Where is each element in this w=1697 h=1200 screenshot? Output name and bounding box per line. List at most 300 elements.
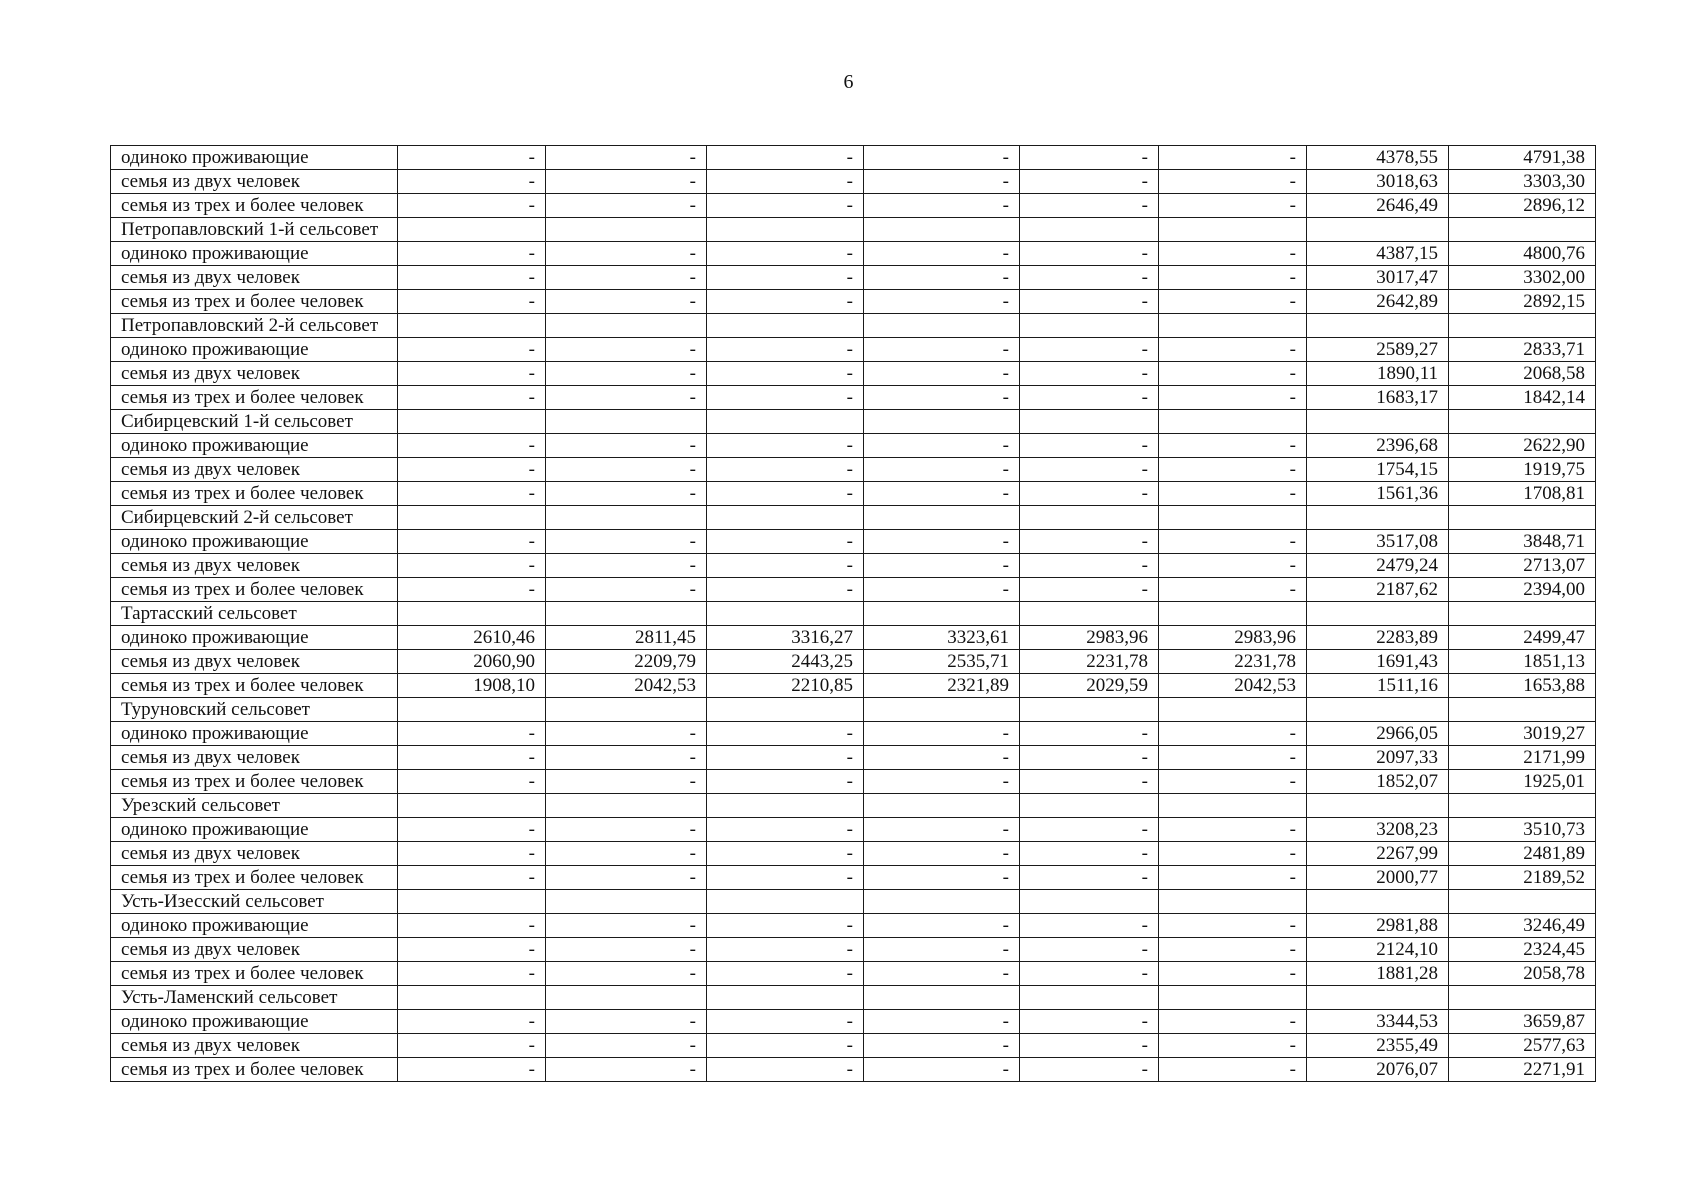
value-cell: 2642,89	[1307, 290, 1449, 314]
value-cell: -	[1159, 818, 1307, 842]
value-cell: -	[1020, 1010, 1159, 1034]
value-cell: 2097,33	[1307, 746, 1449, 770]
value-cell: -	[1020, 386, 1159, 410]
section-title: Петропавловский 2-й сельсовет	[111, 314, 398, 338]
table-row	[111, 386, 1596, 410]
value-cell: 1708,81	[1449, 482, 1596, 506]
value-cell: 2833,71	[1449, 338, 1596, 362]
empty-cell	[707, 698, 864, 722]
value-cell: 2394,00	[1449, 578, 1596, 602]
value-cell: 2646,49	[1307, 194, 1449, 218]
value-cell: 1919,75	[1449, 458, 1596, 482]
value-cell: 2713,07	[1449, 554, 1596, 578]
value-cell: -	[546, 194, 707, 218]
empty-cell	[707, 410, 864, 434]
table-row	[111, 554, 1596, 578]
value-cell: -	[707, 818, 864, 842]
value-cell: -	[1020, 434, 1159, 458]
section-header-row	[111, 698, 1596, 722]
empty-cell	[546, 410, 707, 434]
value-cell: -	[1159, 722, 1307, 746]
value-cell: -	[707, 938, 864, 962]
value-cell: -	[864, 242, 1020, 266]
value-cell: 3246,49	[1449, 914, 1596, 938]
value-cell: 2896,12	[1449, 194, 1596, 218]
empty-cell	[707, 218, 864, 242]
value-cell: -	[546, 482, 707, 506]
empty-cell	[1020, 506, 1159, 530]
table-row	[111, 266, 1596, 290]
value-cell: 1890,11	[1307, 362, 1449, 386]
value-cell: -	[1159, 338, 1307, 362]
value-cell: -	[398, 938, 546, 962]
value-cell: 1691,43	[1307, 650, 1449, 674]
value-cell: -	[398, 242, 546, 266]
value-cell: -	[1159, 458, 1307, 482]
value-cell: -	[546, 962, 707, 986]
value-cell: 2042,53	[1159, 674, 1307, 698]
row-label: семья из двух человек	[111, 1034, 398, 1058]
value-cell: 2499,47	[1449, 626, 1596, 650]
value-cell: 2966,05	[1307, 722, 1449, 746]
value-cell: -	[864, 434, 1020, 458]
value-cell: -	[864, 554, 1020, 578]
empty-cell	[864, 410, 1020, 434]
empty-cell	[398, 410, 546, 434]
value-cell: -	[1159, 770, 1307, 794]
value-cell: -	[864, 578, 1020, 602]
value-cell: 2068,58	[1449, 362, 1596, 386]
value-cell: -	[398, 746, 546, 770]
empty-cell	[1159, 794, 1307, 818]
value-cell: -	[1020, 1034, 1159, 1058]
value-cell: 1925,01	[1449, 770, 1596, 794]
row-label: семья из трех и более человек	[111, 578, 398, 602]
value-cell: -	[1020, 338, 1159, 362]
empty-cell	[1159, 890, 1307, 914]
value-cell: -	[398, 818, 546, 842]
row-label: одиноко проживающие	[111, 914, 398, 938]
value-cell: -	[707, 290, 864, 314]
page-number: 6	[843, 71, 854, 93]
table-row	[111, 626, 1596, 650]
value-cell: 4387,15	[1307, 242, 1449, 266]
section-header-row	[111, 602, 1596, 626]
empty-cell	[1020, 218, 1159, 242]
value-cell: -	[707, 770, 864, 794]
value-cell: 1852,07	[1307, 770, 1449, 794]
row-label: одиноко проживающие	[111, 146, 398, 170]
value-cell: -	[546, 1010, 707, 1034]
table-row	[111, 842, 1596, 866]
value-cell: -	[398, 578, 546, 602]
row-label: семья из трех и более человек	[111, 962, 398, 986]
table-row	[111, 146, 1596, 170]
value-cell: 1561,36	[1307, 482, 1449, 506]
empty-cell	[1307, 218, 1449, 242]
value-cell: 2355,49	[1307, 1034, 1449, 1058]
empty-cell	[398, 218, 546, 242]
value-cell: -	[1020, 770, 1159, 794]
value-cell: 2058,78	[1449, 962, 1596, 986]
value-cell: 2189,52	[1449, 866, 1596, 890]
value-cell: 3659,87	[1449, 1010, 1596, 1034]
value-cell: -	[864, 842, 1020, 866]
empty-cell	[398, 794, 546, 818]
value-cell: -	[546, 1034, 707, 1058]
value-cell: -	[707, 914, 864, 938]
value-cell: -	[398, 1034, 546, 1058]
section-title: Сибирцевский 2-й сельсовет	[111, 506, 398, 530]
empty-cell	[864, 314, 1020, 338]
empty-cell	[546, 218, 707, 242]
value-cell: -	[398, 962, 546, 986]
table-row	[111, 674, 1596, 698]
value-cell: 2481,89	[1449, 842, 1596, 866]
value-cell: -	[546, 578, 707, 602]
table-row	[111, 242, 1596, 266]
value-cell: -	[546, 434, 707, 458]
value-cell: 2811,45	[546, 626, 707, 650]
value-cell: -	[546, 914, 707, 938]
value-cell: -	[707, 1058, 864, 1082]
value-cell: 1754,15	[1307, 458, 1449, 482]
value-cell: 2892,15	[1449, 290, 1596, 314]
empty-cell	[398, 890, 546, 914]
empty-cell	[1020, 410, 1159, 434]
value-cell: -	[707, 338, 864, 362]
empty-cell	[1159, 410, 1307, 434]
value-cell: -	[864, 362, 1020, 386]
section-header-row	[111, 890, 1596, 914]
value-cell: -	[1159, 578, 1307, 602]
empty-cell	[864, 890, 1020, 914]
value-cell: 4378,55	[1307, 146, 1449, 170]
table-row	[111, 530, 1596, 554]
section-header-row	[111, 794, 1596, 818]
value-cell: -	[864, 1010, 1020, 1034]
empty-cell	[1449, 314, 1596, 338]
value-cell: -	[1020, 290, 1159, 314]
table-body	[111, 146, 1596, 1082]
empty-cell	[1449, 890, 1596, 914]
value-cell: -	[707, 842, 864, 866]
value-cell: 2983,96	[1159, 626, 1307, 650]
table-row	[111, 722, 1596, 746]
value-cell: -	[398, 458, 546, 482]
value-cell: -	[864, 146, 1020, 170]
row-label: одиноко проживающие	[111, 530, 398, 554]
value-cell: -	[1020, 746, 1159, 770]
empty-cell	[707, 602, 864, 626]
value-cell: -	[1159, 482, 1307, 506]
table-row	[111, 1058, 1596, 1082]
empty-cell	[1159, 602, 1307, 626]
value-cell: -	[398, 362, 546, 386]
value-cell: 2589,27	[1307, 338, 1449, 362]
value-cell: -	[1020, 170, 1159, 194]
empty-cell	[1307, 698, 1449, 722]
empty-cell	[398, 986, 546, 1010]
value-cell: -	[1020, 722, 1159, 746]
value-cell: 1653,88	[1449, 674, 1596, 698]
value-cell: -	[1020, 554, 1159, 578]
value-cell: 3302,00	[1449, 266, 1596, 290]
value-cell: -	[707, 866, 864, 890]
row-label: семья из трех и более человек	[111, 482, 398, 506]
value-cell: -	[398, 866, 546, 890]
value-cell: 1851,13	[1449, 650, 1596, 674]
value-cell: -	[707, 722, 864, 746]
value-cell: -	[707, 578, 864, 602]
value-cell: -	[398, 338, 546, 362]
empty-cell	[546, 602, 707, 626]
section-header-row	[111, 506, 1596, 530]
value-cell: 3208,23	[1307, 818, 1449, 842]
table-row	[111, 458, 1596, 482]
empty-cell	[1307, 314, 1449, 338]
empty-cell	[1159, 314, 1307, 338]
row-label: одиноко проживающие	[111, 338, 398, 362]
empty-cell	[546, 506, 707, 530]
value-cell: -	[707, 1010, 864, 1034]
empty-cell	[1159, 986, 1307, 1010]
value-cell: -	[546, 842, 707, 866]
value-cell: 2443,25	[707, 650, 864, 674]
value-cell: -	[546, 338, 707, 362]
table-row	[111, 650, 1596, 674]
row-label: семья из двух человек	[111, 170, 398, 194]
empty-cell	[1449, 698, 1596, 722]
empty-cell	[398, 314, 546, 338]
value-cell: -	[707, 170, 864, 194]
value-cell: -	[1159, 746, 1307, 770]
section-header-row	[111, 986, 1596, 1010]
value-cell: -	[1159, 362, 1307, 386]
value-cell: -	[1020, 962, 1159, 986]
value-cell: 2187,62	[1307, 578, 1449, 602]
value-cell: -	[546, 1058, 707, 1082]
value-cell: -	[864, 866, 1020, 890]
section-title: Тартасский сельсовет	[111, 602, 398, 626]
empty-cell	[864, 986, 1020, 1010]
value-cell: 3510,73	[1449, 818, 1596, 842]
value-cell: 2324,45	[1449, 938, 1596, 962]
value-cell: -	[707, 362, 864, 386]
value-cell: -	[546, 266, 707, 290]
value-cell: 1511,16	[1307, 674, 1449, 698]
value-cell: -	[1020, 578, 1159, 602]
value-cell: -	[546, 554, 707, 578]
empty-cell	[1159, 218, 1307, 242]
value-cell: -	[546, 746, 707, 770]
value-cell: 2610,46	[398, 626, 546, 650]
value-cell: -	[707, 746, 864, 770]
value-cell: -	[398, 146, 546, 170]
table-row	[111, 962, 1596, 986]
section-title: Усть-Ламенский сельсовет	[111, 986, 398, 1010]
value-cell: -	[1159, 434, 1307, 458]
value-cell: -	[398, 266, 546, 290]
value-cell: -	[1159, 1034, 1307, 1058]
empty-cell	[546, 698, 707, 722]
value-cell: -	[1159, 938, 1307, 962]
value-cell: -	[864, 290, 1020, 314]
section-title: Петропавловский 1-й сельсовет	[111, 218, 398, 242]
value-cell: -	[1159, 386, 1307, 410]
value-cell: 1683,17	[1307, 386, 1449, 410]
row-label: семья из трех и более человек	[111, 1058, 398, 1082]
empty-cell	[1449, 794, 1596, 818]
value-cell: -	[864, 170, 1020, 194]
section-title: Усть-Изесский сельсовет	[111, 890, 398, 914]
value-cell: -	[546, 938, 707, 962]
value-cell: -	[1159, 194, 1307, 218]
row-label: семья из двух человек	[111, 746, 398, 770]
empty-cell	[1159, 698, 1307, 722]
row-label: одиноко проживающие	[111, 1010, 398, 1034]
value-cell: 3323,61	[864, 626, 1020, 650]
empty-cell	[1020, 698, 1159, 722]
value-cell: -	[1020, 530, 1159, 554]
value-cell: -	[546, 362, 707, 386]
empty-cell	[1449, 506, 1596, 530]
value-cell: -	[864, 770, 1020, 794]
value-cell: -	[398, 194, 546, 218]
value-cell: -	[398, 770, 546, 794]
empty-cell	[1020, 314, 1159, 338]
empty-cell	[1307, 410, 1449, 434]
value-cell: -	[1020, 1058, 1159, 1082]
table-row	[111, 746, 1596, 770]
value-cell: -	[546, 866, 707, 890]
table-row	[111, 338, 1596, 362]
value-cell: -	[707, 482, 864, 506]
empty-cell	[1307, 986, 1449, 1010]
value-cell: -	[1020, 266, 1159, 290]
value-cell: 2171,99	[1449, 746, 1596, 770]
tariff-table	[110, 145, 1596, 1082]
empty-cell	[1307, 602, 1449, 626]
value-cell: 4800,76	[1449, 242, 1596, 266]
row-label: одиноко проживающие	[111, 626, 398, 650]
row-label: семья из двух человек	[111, 266, 398, 290]
value-cell: -	[1020, 194, 1159, 218]
value-cell: -	[864, 266, 1020, 290]
empty-cell	[1449, 218, 1596, 242]
section-header-row	[111, 410, 1596, 434]
value-cell: -	[398, 1010, 546, 1034]
value-cell: -	[1020, 866, 1159, 890]
empty-cell	[398, 698, 546, 722]
value-cell: -	[864, 818, 1020, 842]
table-row	[111, 194, 1596, 218]
value-cell: -	[707, 458, 864, 482]
value-cell: -	[1020, 938, 1159, 962]
value-cell: -	[1159, 962, 1307, 986]
value-cell: -	[707, 386, 864, 410]
value-cell: -	[1020, 362, 1159, 386]
value-cell: -	[1159, 170, 1307, 194]
value-cell: -	[398, 482, 546, 506]
empty-cell	[864, 506, 1020, 530]
value-cell: 2577,63	[1449, 1034, 1596, 1058]
value-cell: 1881,28	[1307, 962, 1449, 986]
value-cell: -	[707, 1034, 864, 1058]
empty-cell	[398, 506, 546, 530]
value-cell: -	[398, 554, 546, 578]
value-cell: -	[546, 458, 707, 482]
value-cell: 2231,78	[1159, 650, 1307, 674]
value-cell: 2479,24	[1307, 554, 1449, 578]
value-cell: -	[1159, 1010, 1307, 1034]
table-row	[111, 290, 1596, 314]
row-label: семья из двух человек	[111, 554, 398, 578]
table-row	[111, 770, 1596, 794]
empty-cell	[546, 986, 707, 1010]
value-cell: -	[707, 530, 864, 554]
value-cell: 3517,08	[1307, 530, 1449, 554]
value-cell: -	[546, 146, 707, 170]
empty-cell	[864, 794, 1020, 818]
row-label: одиноко проживающие	[111, 722, 398, 746]
row-label: семья из трех и более человек	[111, 674, 398, 698]
value-cell: 2210,85	[707, 674, 864, 698]
value-cell: -	[1159, 554, 1307, 578]
value-cell: -	[398, 290, 546, 314]
value-cell: -	[546, 818, 707, 842]
value-cell: -	[546, 386, 707, 410]
empty-cell	[1449, 410, 1596, 434]
value-cell: -	[707, 146, 864, 170]
value-cell: 3303,30	[1449, 170, 1596, 194]
value-cell: -	[864, 530, 1020, 554]
value-cell: -	[398, 914, 546, 938]
empty-cell	[864, 602, 1020, 626]
empty-cell	[546, 314, 707, 338]
value-cell: -	[1159, 530, 1307, 554]
value-cell: -	[864, 482, 1020, 506]
row-label: семья из трех и более человек	[111, 770, 398, 794]
section-title: Сибирцевский 1-й сельсовет	[111, 410, 398, 434]
value-cell: -	[1159, 914, 1307, 938]
value-cell: -	[864, 914, 1020, 938]
value-cell: -	[546, 170, 707, 194]
empty-cell	[1307, 794, 1449, 818]
value-cell: -	[864, 194, 1020, 218]
value-cell: 3017,47	[1307, 266, 1449, 290]
empty-cell	[707, 794, 864, 818]
value-cell: -	[546, 770, 707, 794]
empty-cell	[1307, 506, 1449, 530]
table-row	[111, 482, 1596, 506]
value-cell: -	[1159, 290, 1307, 314]
row-label: семья из трех и более человек	[111, 866, 398, 890]
table-row	[111, 866, 1596, 890]
value-cell: -	[398, 1058, 546, 1082]
empty-cell	[1159, 506, 1307, 530]
empty-cell	[1020, 794, 1159, 818]
value-cell: -	[707, 266, 864, 290]
value-cell: -	[1159, 266, 1307, 290]
value-cell: -	[546, 530, 707, 554]
value-cell: -	[1020, 914, 1159, 938]
value-cell: 3018,63	[1307, 170, 1449, 194]
row-label: семья из двух человек	[111, 842, 398, 866]
value-cell: 2283,89	[1307, 626, 1449, 650]
value-cell: 2124,10	[1307, 938, 1449, 962]
value-cell: 2535,71	[864, 650, 1020, 674]
